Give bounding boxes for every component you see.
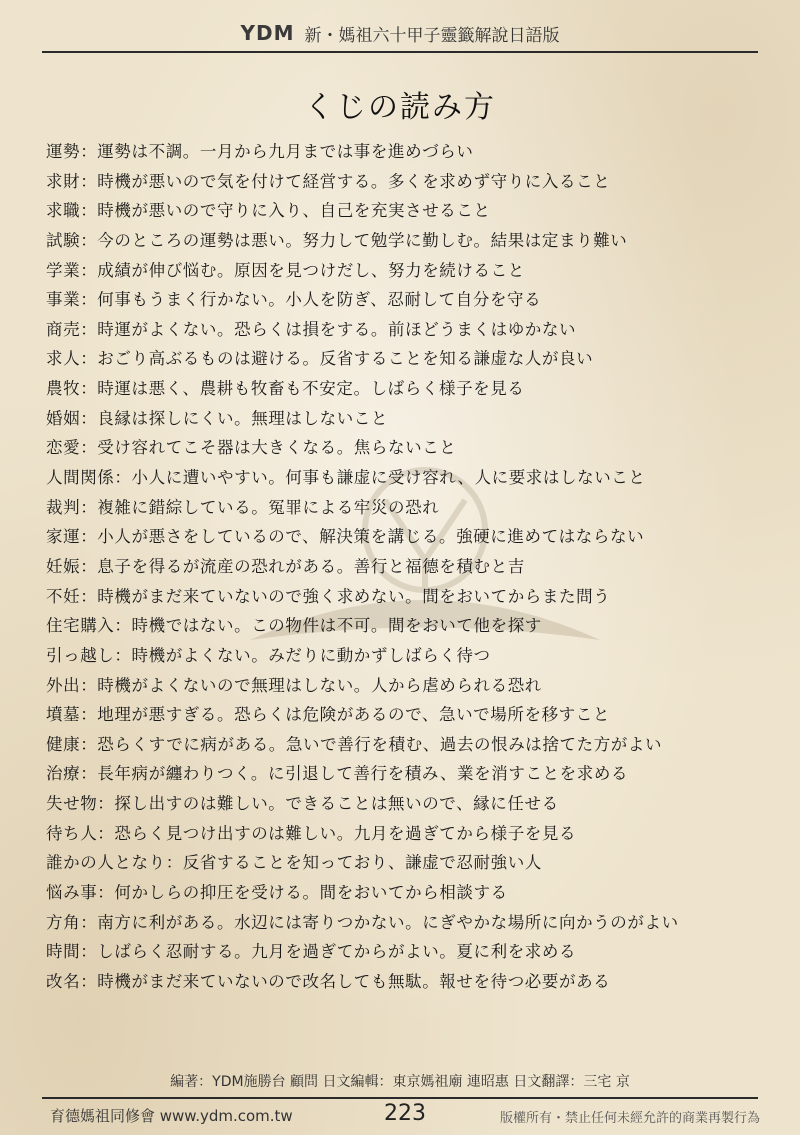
- page-title: くじの読み方: [304, 90, 496, 125]
- list-item: 試験：今のところの運勢は悪い。努力して勉学に勤しむ。結果は定まり難い: [46, 230, 628, 250]
- list-item: 外出：時機がよくないので無理はしない。人から虐められる恐れ: [46, 675, 542, 695]
- list-item: 改名：時機がまだ来ていないので改名しても無駄。報せを待つ必要がある: [46, 971, 611, 991]
- list-item: 求人：おごり高ぶるものは避ける。反省することを知る謙虚な人が良い: [46, 349, 594, 369]
- list-item: 待ち人：恐らく見つけ出すのは難しい。九月を過ぎてから様子を見る: [46, 823, 577, 843]
- list-item: 失せ物：探し出すのは難しい。できることは無いので、縁に任せる: [46, 794, 559, 814]
- list-item: 不妊：時機がまだ来ていないので強く求めない。間をおいてからまた問う: [46, 586, 611, 606]
- list-item: 事業：何事もうまく行かない。小人を防ぎ、忍耐して自分を守る: [46, 290, 542, 310]
- reading-list: [46, 137, 766, 997]
- list-item: 運勢：運勢は不調。一月から九月までは事を進めづらい: [46, 142, 474, 161]
- page-header: [0, 18, 800, 48]
- list-item: 商売：時運がよくない。恐らくは損をする。前ほどうまくはゆかない: [46, 319, 577, 339]
- list-item: 求財：時機が悪いので気を付けて経営する。多くを求めず守りに入ること: [46, 171, 611, 191]
- list-item: 人間関係：小人に遭いやすい。何事も謙虚に受け容れ、人に要求はしないこと: [46, 468, 646, 488]
- list-item: 治療：長年病が纏わりつく。に引退して善行を積み、業を消すことを求める: [46, 764, 629, 784]
- footer-organization: 育德媽祖同修會 www.ydm.com.tw: [50, 1107, 293, 1125]
- page-footer: [50, 1103, 760, 1129]
- footer-divider: [42, 1097, 758, 1099]
- list-item: 裁判：複雑に錯綜している。冤罪による牢災の恐れ: [46, 497, 440, 517]
- list-item: 誰かの人となり：反省することを知っており、謙虚で忍耐強い人: [46, 853, 542, 873]
- list-item: 婚姻：良縁は探しにくい。無理はしないこと: [46, 408, 388, 428]
- list-item: 時間：しばらく忍耐する。九月を過ぎてからがよい。夏に利を求める: [46, 942, 577, 962]
- header-divider: [42, 51, 758, 53]
- copyright-notice: 版權所有・禁止任何未經允許的商業再製行為: [499, 1111, 760, 1126]
- list-item: 健康：恐らくすでに病がある。急いで善行を積む、過去の恨みは捨てた方がよい: [46, 734, 663, 754]
- page-number: 223: [384, 1101, 426, 1126]
- list-item: 方角：南方に利がある。水辺には寄りつかない。にぎやかな場所に向かうのがよい: [46, 912, 679, 932]
- credits-line: 編著：YDM施勝台 顧問 日文編輯：東京媽祖廟 連昭惠 日文翻譯：三宅 京: [170, 1074, 630, 1090]
- header-title: 新・媽祖六十甲子靈籤解說日語版: [304, 25, 560, 46]
- list-item: 妊娠：息子を得るが流産の恐れがある。善行と福德を積むと吉: [46, 556, 525, 576]
- list-item: 求職：時機が悪いので守りに入り、自己を充実させること: [46, 201, 491, 221]
- list-item: 家運：小人が悪さをしているので、解決策を講じる。強硬に進めてはならない: [46, 527, 645, 547]
- list-item: 墳墓：地理が悪すぎる。恐らくは危険があるので、急いで場所を移すこと: [46, 705, 610, 725]
- list-item: 農牧：時運は悪く、農耕も牧畜も不安定。しばらく様子を見る: [46, 379, 525, 399]
- list-item: 引っ越し：時機がよくない。みだりに動かずしばらく待つ: [46, 645, 491, 665]
- list-item: 悩み事：何かしらの抑圧を受ける。間をおいてから相談する: [46, 883, 508, 903]
- list-item: 住宅購入：時機ではない。この物件は不可。間をおいて他を探す: [46, 616, 542, 636]
- ydm-logo: YDM: [240, 21, 295, 45]
- list-item: 学業：成績が伸び悩む。原因を見つけだし、努力を続けること: [46, 260, 525, 280]
- list-item: 恋愛：受け容れてこそ器は大きくなる。焦らないこと: [46, 438, 457, 458]
